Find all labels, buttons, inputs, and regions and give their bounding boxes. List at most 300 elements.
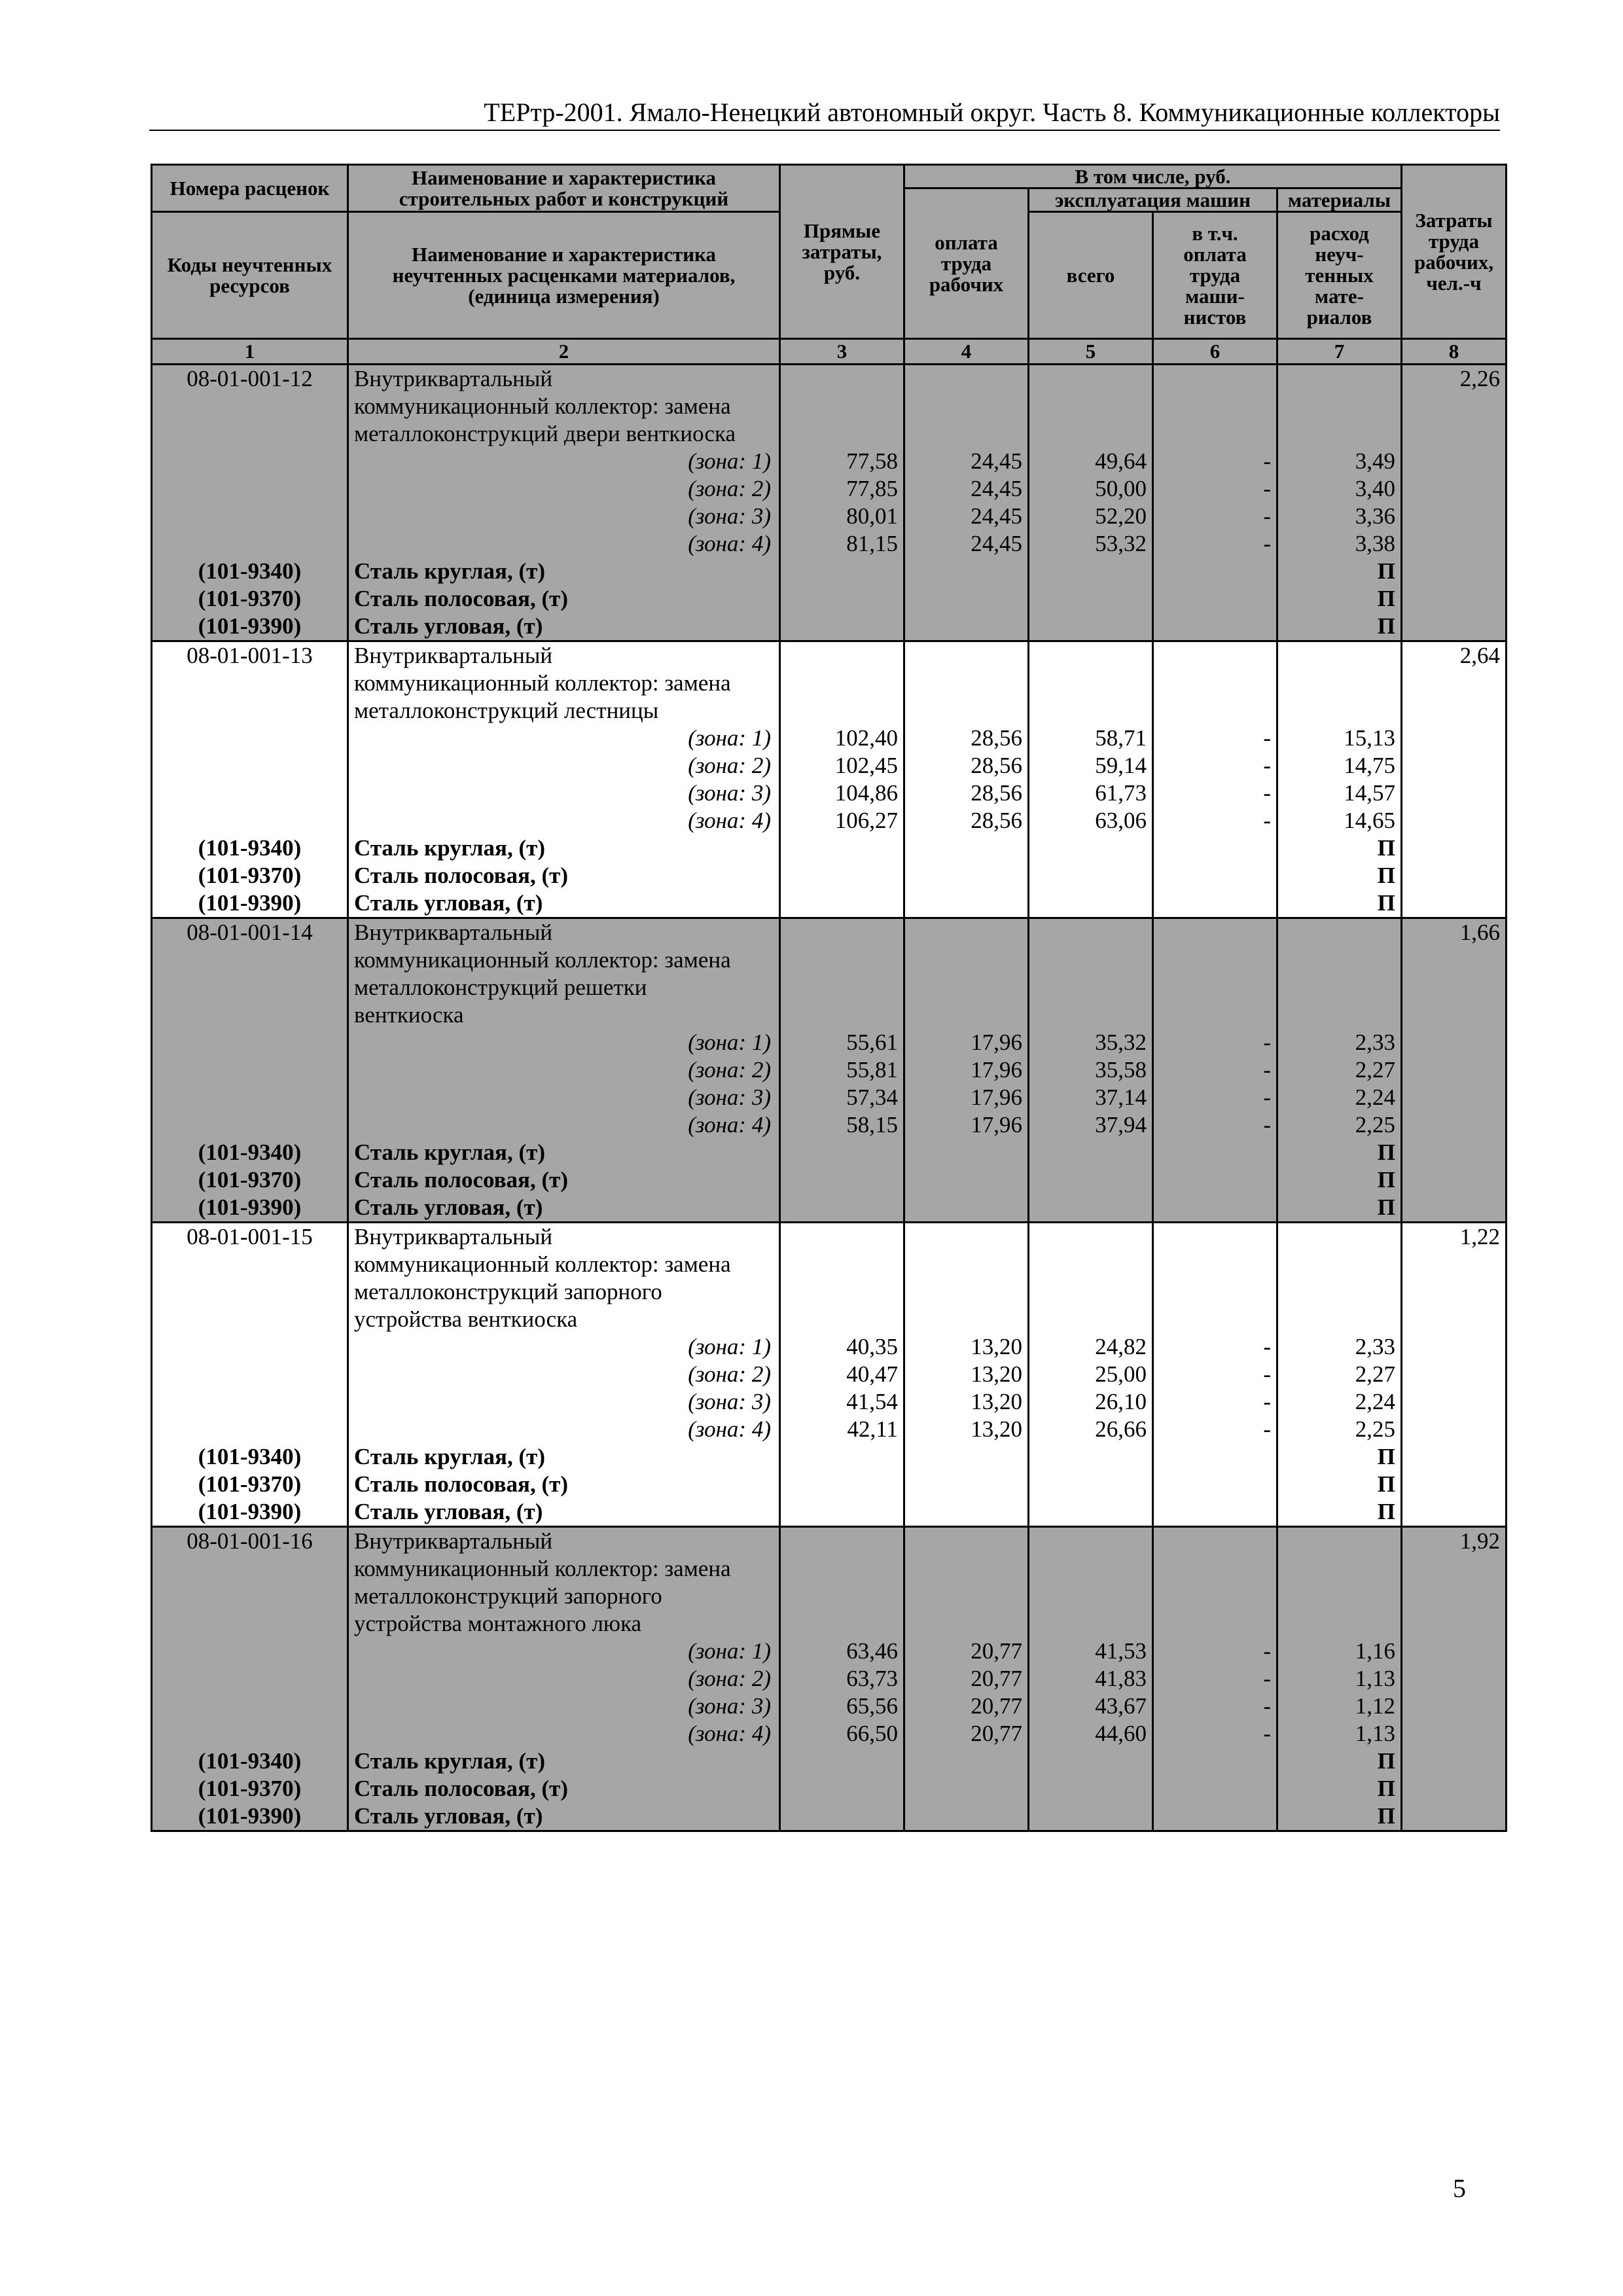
worker-pay-cell xyxy=(904,1223,1029,1527)
spacer xyxy=(1159,974,1271,1001)
materials-value: 2,24 xyxy=(1355,1085,1396,1110)
direct-cost-value: 55,61 xyxy=(846,1030,898,1055)
spacer xyxy=(910,1528,1022,1555)
material-mark: П xyxy=(1377,1803,1396,1829)
worker-pay-value: 20,77 xyxy=(971,1666,1022,1691)
spacer xyxy=(158,1001,342,1029)
spacer xyxy=(158,697,342,725)
rate-name-line: Внутриквартальный xyxy=(354,920,553,945)
materials-value: 14,75 xyxy=(1344,753,1396,778)
spacer xyxy=(158,503,342,530)
materials-value: 1,12 xyxy=(1355,1693,1396,1719)
spacer xyxy=(1035,1610,1147,1638)
zone-label: (зона: 1) xyxy=(688,1334,771,1359)
labor-value: 1,66 xyxy=(1459,920,1501,945)
spacer xyxy=(1035,1528,1147,1555)
direct-cost-value: 40,35 xyxy=(846,1334,898,1359)
header-labor-costs: Затраты труда рабочих, чел.-ч xyxy=(1402,165,1507,339)
material-name: Сталь полосовая, (т) xyxy=(354,1471,568,1497)
material-name: Сталь угловая, (т) xyxy=(354,890,543,916)
resource-code: (101-9340) xyxy=(198,1748,302,1774)
rate-name-line: коммуникационный коллектор: замена xyxy=(354,393,731,419)
column-number: 3 xyxy=(780,339,904,365)
spacer xyxy=(910,1583,1022,1610)
spacer xyxy=(158,752,342,780)
spacer xyxy=(786,670,898,697)
direct-cost-value: 102,45 xyxy=(834,753,898,778)
zone-label: (зона: 2) xyxy=(688,1361,771,1387)
machine-total-value: 44,60 xyxy=(1095,1721,1147,1746)
spacer xyxy=(910,1610,1022,1638)
labor-value: 1,92 xyxy=(1459,1528,1501,1554)
materials-value: 2,25 xyxy=(1355,1112,1396,1138)
header-machine-operation: эксплуатация машин xyxy=(1029,188,1277,212)
spacer xyxy=(1283,946,1395,974)
spacer xyxy=(158,1029,342,1056)
spacer xyxy=(158,530,342,558)
worker-pay-value: 13,20 xyxy=(971,1416,1022,1442)
spacer xyxy=(1283,1528,1395,1555)
material-name: Сталь угловая, (т) xyxy=(354,613,543,639)
material-name: Сталь угловая, (т) xyxy=(354,1194,543,1220)
rate-code: 08-01-001-14 xyxy=(187,920,313,945)
machine-total-value: 63,06 xyxy=(1095,808,1147,833)
material-mark: П xyxy=(1377,863,1396,888)
spacer xyxy=(786,919,898,946)
rate-code: 08-01-001-12 xyxy=(187,366,313,391)
direct-cost-value: 57,34 xyxy=(846,1085,898,1110)
spacer xyxy=(1035,1001,1147,1029)
header-unaccounted-materials: расход неуч-тенных мате-риалов xyxy=(1277,212,1402,339)
direct-cost-value: 40,47 xyxy=(846,1361,898,1387)
header-including: В том числе, руб. xyxy=(904,165,1402,188)
spacer xyxy=(1159,420,1271,448)
machinist-pay-value: - xyxy=(1263,1030,1271,1055)
spacer xyxy=(1159,642,1271,670)
machinist-pay-value: - xyxy=(1263,1666,1271,1691)
zone-label: (зона: 2) xyxy=(688,753,771,778)
material-mark: П xyxy=(1377,558,1396,584)
spacer xyxy=(1283,1223,1395,1251)
rate-name-cell xyxy=(348,918,780,1223)
spacer xyxy=(1159,1555,1271,1583)
spacer xyxy=(1035,1278,1147,1306)
spacer xyxy=(910,1306,1022,1333)
spacer xyxy=(1035,946,1147,974)
machinist-pay-value: - xyxy=(1263,725,1271,751)
spacer xyxy=(158,807,342,834)
spacer xyxy=(1035,1251,1147,1278)
column-number: 1 xyxy=(152,339,348,365)
spacer xyxy=(786,420,898,448)
machinist-pay-value: - xyxy=(1263,531,1271,556)
worker-pay-value: 17,96 xyxy=(971,1030,1022,1055)
spacer xyxy=(158,1610,342,1638)
spacer xyxy=(158,1306,342,1333)
material-mark: П xyxy=(1377,1748,1396,1774)
rate-name-cell xyxy=(348,1223,780,1527)
machine-total-value: 58,71 xyxy=(1095,725,1147,751)
spacer xyxy=(786,946,898,974)
column-number: 5 xyxy=(1029,339,1153,365)
rate-row xyxy=(152,1223,1507,1527)
worker-pay-value: 13,20 xyxy=(971,1389,1022,1414)
machine-total-value: 59,14 xyxy=(1095,753,1147,778)
direct-cost-value: 77,85 xyxy=(846,476,898,501)
machine-total-value: 43,67 xyxy=(1095,1693,1147,1719)
machinist-pay-value: - xyxy=(1263,1112,1271,1138)
worker-pay-value: 24,45 xyxy=(971,476,1022,501)
worker-pay-cell xyxy=(904,918,1029,1223)
spacer xyxy=(910,1278,1022,1306)
spacer xyxy=(158,448,342,475)
spacer xyxy=(1283,697,1395,725)
spacer xyxy=(1035,670,1147,697)
spacer xyxy=(1035,420,1147,448)
spacer xyxy=(158,946,342,974)
header-direct-costs: Прямые затраты, руб. xyxy=(780,165,904,339)
machine-total-cell xyxy=(1029,1223,1153,1527)
direct-cost-value: 80,01 xyxy=(846,503,898,529)
materials-cell xyxy=(1277,365,1402,641)
spacer xyxy=(786,1528,898,1555)
resource-code: (101-9370) xyxy=(198,1471,302,1497)
spacer xyxy=(158,1638,342,1665)
resource-code: (101-9340) xyxy=(198,835,302,861)
header-total: всего xyxy=(1029,212,1153,339)
labor-value: 1,22 xyxy=(1459,1224,1501,1249)
spacer xyxy=(1283,642,1395,670)
machinist-pay-value: - xyxy=(1263,503,1271,529)
column-numbers-row xyxy=(152,339,1507,365)
spacer xyxy=(910,420,1022,448)
spacer xyxy=(158,1416,342,1443)
spacer xyxy=(158,475,342,503)
resource-code: (101-9370) xyxy=(198,1776,302,1801)
material-name: Сталь угловая, (т) xyxy=(354,1499,543,1524)
spacer xyxy=(786,1223,898,1251)
zone-label: (зона: 1) xyxy=(688,725,771,751)
spacer xyxy=(1035,974,1147,1001)
zone-label: (зона: 3) xyxy=(688,503,771,529)
rate-name-line: устройства венткиоска xyxy=(354,1306,578,1332)
spacer xyxy=(786,1610,898,1638)
spacer xyxy=(1035,365,1147,393)
rate-code-cell xyxy=(152,641,348,918)
worker-pay-value: 28,56 xyxy=(971,780,1022,806)
spacer xyxy=(786,1555,898,1583)
material-mark: П xyxy=(1377,1167,1396,1193)
material-mark: П xyxy=(1377,1471,1396,1497)
resource-code: (101-9390) xyxy=(198,1803,302,1829)
zone-label: (зона: 4) xyxy=(688,1112,771,1138)
rate-name-line: металлоконструкций запорного xyxy=(354,1583,662,1609)
rate-row xyxy=(152,1527,1507,1831)
material-name: Сталь круглая, (т) xyxy=(354,1444,545,1469)
header-work-name: Наименование и характеристика строительных работ и конструкций xyxy=(348,165,780,212)
machine-total-value: 41,83 xyxy=(1095,1666,1147,1691)
machine-total-value: 35,58 xyxy=(1095,1057,1147,1083)
zone-label: (зона: 4) xyxy=(688,531,771,556)
labor-cell xyxy=(1402,641,1507,918)
spacer xyxy=(1035,1555,1147,1583)
machinist-pay-cell xyxy=(1153,918,1277,1223)
direct-cost-value: 41,54 xyxy=(846,1389,898,1414)
labor-cell xyxy=(1402,1527,1507,1831)
spacer xyxy=(1283,1583,1395,1610)
spacer xyxy=(1283,1278,1395,1306)
spacer xyxy=(786,1001,898,1029)
rate-name-line: Внутриквартальный xyxy=(354,366,553,391)
spacer xyxy=(1159,1001,1271,1029)
materials-cell xyxy=(1277,918,1402,1223)
machinist-pay-cell xyxy=(1153,365,1277,641)
material-name: Сталь угловая, (т) xyxy=(354,1803,543,1829)
machine-total-value: 37,94 xyxy=(1095,1112,1147,1138)
machinist-pay-cell xyxy=(1153,1223,1277,1527)
machine-total-value: 49,64 xyxy=(1095,448,1147,474)
direct-cost-value: 55,81 xyxy=(846,1057,898,1083)
material-name: Сталь круглая, (т) xyxy=(354,1139,545,1165)
worker-pay-value: 20,77 xyxy=(971,1693,1022,1719)
materials-value: 2,25 xyxy=(1355,1416,1396,1442)
spacer xyxy=(786,365,898,393)
machine-total-value: 50,00 xyxy=(1095,476,1147,501)
direct-costs-cell xyxy=(780,1223,904,1527)
rate-name-line: коммуникационный коллектор: замена xyxy=(354,670,731,696)
rate-code: 08-01-001-15 xyxy=(187,1224,313,1249)
worker-pay-cell xyxy=(904,365,1029,641)
materials-value: 3,40 xyxy=(1355,476,1396,501)
page-number: 5 xyxy=(1453,2174,1466,2203)
spacer xyxy=(1159,670,1271,697)
direct-cost-value: 102,40 xyxy=(834,725,898,751)
spacer xyxy=(1159,365,1271,393)
zone-label: (зона: 2) xyxy=(688,476,771,501)
zone-label: (зона: 1) xyxy=(688,1030,771,1055)
machinist-pay-value: - xyxy=(1263,780,1271,806)
rate-code-cell xyxy=(152,1527,348,1831)
materials-value: 3,38 xyxy=(1355,531,1396,556)
machinist-pay-cell xyxy=(1153,1527,1277,1831)
column-number: 7 xyxy=(1277,339,1402,365)
spacer xyxy=(158,974,342,1001)
worker-pay-value: 13,20 xyxy=(971,1334,1022,1359)
spacer xyxy=(158,1111,342,1139)
spacer xyxy=(1035,1223,1147,1251)
direct-cost-value: 63,46 xyxy=(846,1638,898,1664)
worker-pay-value: 17,96 xyxy=(971,1085,1022,1110)
material-mark: П xyxy=(1377,890,1396,916)
labor-value: 2,26 xyxy=(1459,366,1501,391)
material-name: Сталь полосовая, (т) xyxy=(354,863,568,888)
rate-name-line: коммуникационный коллектор: замена xyxy=(354,947,731,973)
zone-label: (зона: 3) xyxy=(688,1389,771,1414)
direct-costs-cell xyxy=(780,918,904,1223)
direct-costs-cell xyxy=(780,1527,904,1831)
spacer xyxy=(786,974,898,1001)
spacer xyxy=(1159,946,1271,974)
worker-pay-value: 24,45 xyxy=(971,448,1022,474)
material-mark: П xyxy=(1377,1139,1396,1165)
spacer xyxy=(910,393,1022,420)
machine-total-value: 53,32 xyxy=(1095,531,1147,556)
labor-value: 2,64 xyxy=(1459,643,1501,668)
material-mark: П xyxy=(1377,1499,1396,1524)
zone-label: (зона: 2) xyxy=(688,1666,771,1691)
rate-name-cell xyxy=(348,365,780,641)
spacer xyxy=(1159,1583,1271,1610)
worker-pay-value: 24,45 xyxy=(971,531,1022,556)
zone-label: (зона: 3) xyxy=(688,780,771,806)
worker-pay-value: 20,77 xyxy=(971,1721,1022,1746)
worker-pay-value: 17,96 xyxy=(971,1112,1022,1138)
worker-pay-value: 13,20 xyxy=(971,1361,1022,1387)
spacer xyxy=(1283,393,1395,420)
machinist-pay-value: - xyxy=(1263,1389,1271,1414)
material-name: Сталь круглая, (т) xyxy=(354,558,545,584)
spacer xyxy=(910,1555,1022,1583)
spacer xyxy=(158,1665,342,1693)
spacer xyxy=(786,642,898,670)
materials-value: 1,13 xyxy=(1355,1666,1396,1691)
direct-cost-value: 66,50 xyxy=(846,1721,898,1746)
rate-name-line: Внутриквартальный xyxy=(354,643,553,668)
machinist-pay-value: - xyxy=(1263,753,1271,778)
spacer xyxy=(158,1388,342,1416)
rate-row xyxy=(152,365,1507,641)
column-number: 6 xyxy=(1153,339,1277,365)
spacer xyxy=(158,780,342,807)
rate-code-cell xyxy=(152,365,348,641)
material-mark: П xyxy=(1377,613,1396,639)
machinist-pay-value: - xyxy=(1263,808,1271,833)
direct-cost-value: 63,73 xyxy=(846,1666,898,1691)
materials-value: 2,33 xyxy=(1355,1334,1396,1359)
materials-cell xyxy=(1277,1527,1402,1831)
direct-cost-value: 77,58 xyxy=(846,448,898,474)
material-name: Сталь круглая, (т) xyxy=(354,1748,545,1774)
spacer xyxy=(1283,420,1395,448)
resource-code: (101-9340) xyxy=(198,1139,302,1165)
spacer xyxy=(1159,1251,1271,1278)
spacer xyxy=(1035,919,1147,946)
material-name: Сталь круглая, (т) xyxy=(354,835,545,861)
materials-value: 2,24 xyxy=(1355,1389,1396,1414)
material-mark: П xyxy=(1377,1194,1396,1220)
spacer xyxy=(158,1251,342,1278)
column-number: 8 xyxy=(1402,339,1507,365)
header-worker-pay: оплата труда рабочих xyxy=(904,188,1029,339)
spacer xyxy=(910,697,1022,725)
spacer xyxy=(786,1251,898,1278)
material-mark: П xyxy=(1377,586,1396,611)
spacer xyxy=(1159,919,1271,946)
spacer xyxy=(910,1001,1022,1029)
labor-cell xyxy=(1402,918,1507,1223)
spacer xyxy=(1283,974,1395,1001)
direct-costs-cell xyxy=(780,641,904,918)
zone-label: (зона: 2) xyxy=(688,1057,771,1083)
spacer xyxy=(158,1555,342,1583)
spacer xyxy=(1283,919,1395,946)
spacer xyxy=(1035,1306,1147,1333)
materials-value: 3,49 xyxy=(1355,448,1396,474)
machinist-pay-value: - xyxy=(1263,1721,1271,1746)
rates-table xyxy=(151,164,1507,1832)
spacer xyxy=(786,1583,898,1610)
rate-name-line: коммуникационный коллектор: замена xyxy=(354,1251,731,1277)
material-mark: П xyxy=(1377,1444,1396,1469)
machine-total-value: 26,66 xyxy=(1095,1416,1147,1442)
spacer xyxy=(158,1056,342,1084)
spacer xyxy=(1159,393,1271,420)
materials-value: 14,65 xyxy=(1344,808,1396,833)
spacer xyxy=(786,1278,898,1306)
machinist-pay-value: - xyxy=(1263,1085,1271,1110)
direct-cost-value: 42,11 xyxy=(847,1416,898,1442)
resource-code: (101-9370) xyxy=(198,863,302,888)
header-rate-numbers: Номера расценок xyxy=(152,165,348,212)
spacer xyxy=(910,1223,1022,1251)
resource-code: (101-9390) xyxy=(198,1194,302,1220)
machine-total-cell xyxy=(1029,365,1153,641)
machine-total-value: 52,20 xyxy=(1095,503,1147,529)
materials-cell xyxy=(1277,1223,1402,1527)
machine-total-cell xyxy=(1029,1527,1153,1831)
resource-code: (101-9390) xyxy=(198,890,302,916)
spacer xyxy=(786,697,898,725)
rate-code: 08-01-001-16 xyxy=(187,1528,313,1554)
zone-label: (зона: 4) xyxy=(688,1416,771,1442)
spacer xyxy=(1035,1583,1147,1610)
machine-total-value: 61,73 xyxy=(1095,780,1147,806)
materials-value: 14,57 xyxy=(1344,780,1396,806)
column-number: 4 xyxy=(904,339,1029,365)
spacer xyxy=(1283,1001,1395,1029)
labor-cell xyxy=(1402,1223,1507,1527)
spacer xyxy=(1159,1223,1271,1251)
spacer xyxy=(910,670,1022,697)
worker-pay-value: 28,56 xyxy=(971,725,1022,751)
spacer xyxy=(1035,697,1147,725)
spacer xyxy=(158,393,342,420)
machine-total-value: 41,53 xyxy=(1095,1638,1147,1664)
rate-name-line: Внутриквартальный xyxy=(354,1528,553,1554)
document-header: ТЕРтр-2001. Ямало-Ненецкий автономный округ. Часть 8. Коммуникационные коллекторы xyxy=(484,98,1500,127)
materials-cell xyxy=(1277,641,1402,918)
rate-row xyxy=(152,641,1507,918)
direct-cost-value: 81,15 xyxy=(846,531,898,556)
rate-name-line: венткиоска xyxy=(354,1002,464,1028)
machine-total-cell xyxy=(1029,918,1153,1223)
spacer xyxy=(1159,1278,1271,1306)
machinist-pay-value: - xyxy=(1263,448,1271,474)
rate-name-line: металлоконструкций лестницы xyxy=(354,698,659,723)
machinist-pay-value: - xyxy=(1263,1361,1271,1387)
spacer xyxy=(158,1583,342,1610)
material-name: Сталь полосовая, (т) xyxy=(354,1776,568,1801)
direct-cost-value: 58,15 xyxy=(846,1112,898,1138)
spacer xyxy=(158,725,342,752)
direct-cost-value: 106,27 xyxy=(834,808,898,833)
zone-label: (зона: 3) xyxy=(688,1085,771,1110)
spacer xyxy=(1283,1555,1395,1583)
machine-total-cell xyxy=(1029,641,1153,918)
rate-code: 08-01-001-13 xyxy=(187,643,313,668)
worker-pay-value: 28,56 xyxy=(971,808,1022,833)
materials-value: 2,27 xyxy=(1355,1057,1396,1083)
